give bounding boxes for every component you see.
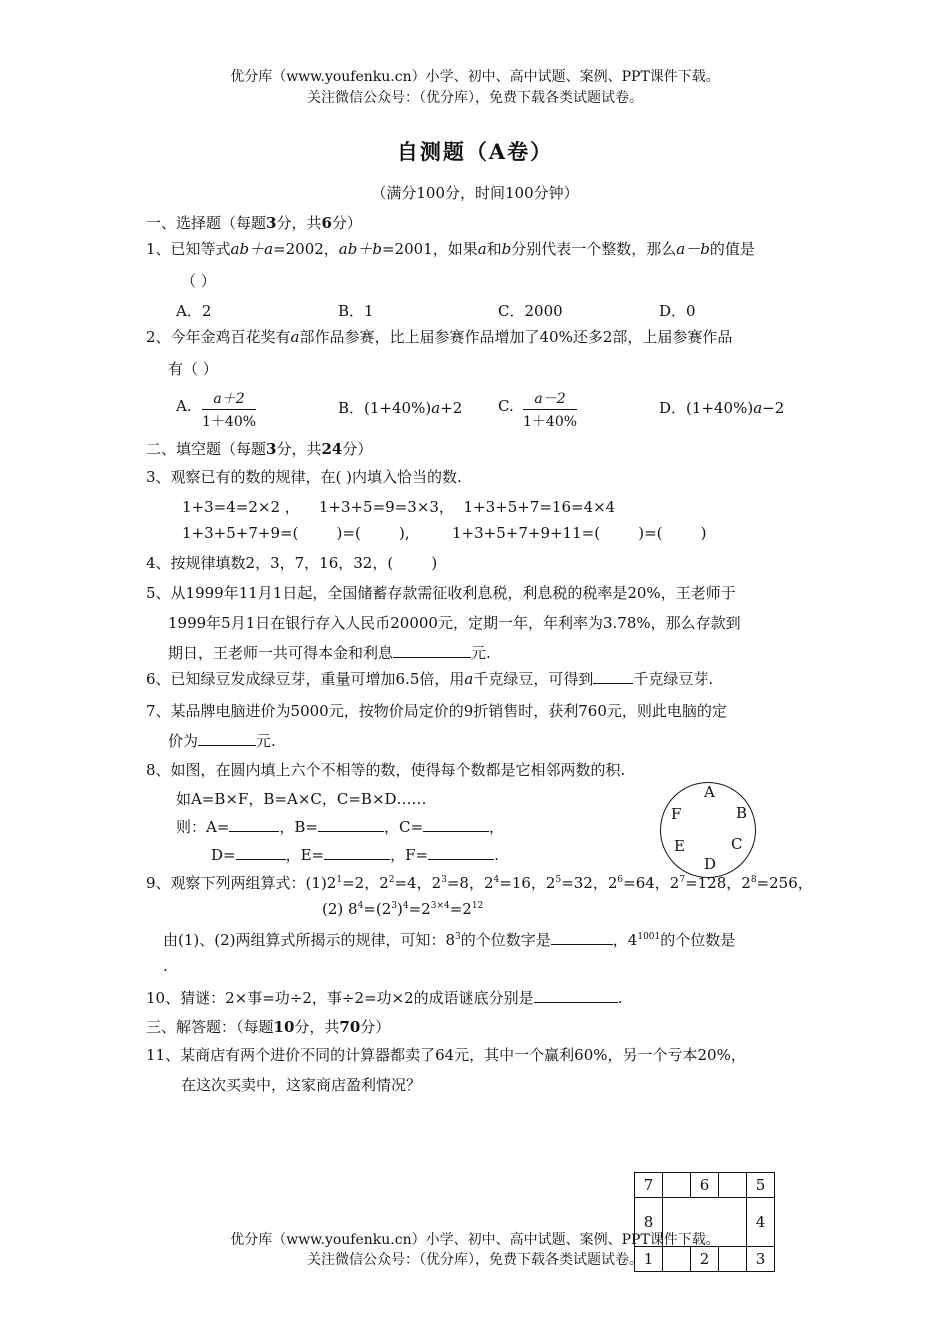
- circle-label-c: C: [731, 835, 743, 853]
- question-10: 10、猜谜：2×事=功÷2，事÷2=功×2的成语谜底分别是 .: [146, 989, 623, 1007]
- q8-answer-d[interactable]: [236, 845, 286, 860]
- circle-label-e: E: [674, 837, 685, 855]
- circle-label-f: F: [671, 805, 682, 823]
- q2-option-c-label: C.: [498, 397, 514, 415]
- q10-answer-blank[interactable]: [534, 988, 618, 1003]
- question-1-bracket: （ ）: [181, 272, 216, 290]
- question-1: 1、已知等式ab＋a=2002，ab＋b=2001，如果a和b分别代表一个整数，那么a－b的值是: [146, 240, 755, 258]
- section-2-heading: 二、填空题（每题3分，共24分）: [146, 440, 373, 458]
- circle-label-a: A: [704, 783, 715, 801]
- grid-cell: 1: [635, 1247, 663, 1272]
- grid-cell: 6: [691, 1173, 719, 1198]
- question-4: 4、按规律填数2，3，7，16，32，( ): [146, 554, 438, 572]
- q7-answer-blank[interactable]: [198, 731, 256, 746]
- q8-answer-b[interactable]: [318, 817, 384, 832]
- q6-answer-blank[interactable]: [593, 669, 633, 684]
- question-11-line-1: 11、某商店有两个进价不同的计算器都卖了64元，其中一个赢利60%，另一个亏本20%，: [146, 1046, 746, 1064]
- q1-option-b: B．1: [338, 302, 374, 320]
- header-line-1: 优分库（www.youfenku.cn）小学、初中、高中试题、案例、PPT课件下载。: [230, 69, 720, 85]
- question-9-line-3: 由(1)、(2)两组算式所揭示的规律，可知：$8^3$的个位数字是 ，$4^{1001}$的个位数是: [163, 931, 736, 949]
- grid-cell: 7: [635, 1173, 663, 1198]
- question-2: 2、今年金鸡百花奖有a部作品参赛，比上届参赛作品增加了40%还多2部，上届参赛作品: [146, 328, 733, 346]
- grid-cell: 4: [747, 1198, 775, 1247]
- page-title: 自测题（A卷）: [396, 139, 554, 164]
- question-5-line-3: 期日，王老师一共可得本金和利息 元.: [168, 644, 491, 662]
- question-3-row-2b: 1+3+5+7+9+11=( )=( ): [452, 524, 707, 542]
- question-3: 3、观察已有的数的规律，在( )内填入恰当的数.: [146, 468, 462, 486]
- q8-answer-c[interactable]: [423, 817, 489, 832]
- header-line-2: 关注微信公众号：（优分库），免费下载各类试题试卷。: [307, 90, 643, 106]
- q1-option-d: D．0: [659, 302, 696, 320]
- section-1-heading: 一、选择题（每题3分，共6分）: [146, 214, 362, 232]
- footer-line-2: 关注微信公众号：（优分库），免费下载各类试题试卷。: [307, 1252, 643, 1268]
- question-11-line-2: 在这次买卖中，这家商店盈利情况？: [181, 1076, 422, 1094]
- grid-cell: [719, 1173, 747, 1198]
- question-2-line-2: 有（ ）: [168, 360, 218, 378]
- footer-line-1: 优分库（www.youfenku.cn）小学、初中、高中试题、案例、PPT课件下载。: [230, 1232, 720, 1248]
- q5-answer-blank[interactable]: [393, 643, 471, 658]
- question-8-answers-1: 则：A= ，B= ，C= ，: [176, 818, 505, 836]
- q9-answer-1[interactable]: [551, 930, 613, 945]
- circle-label-d: D: [704, 855, 717, 873]
- grid-cell: 3: [747, 1247, 775, 1272]
- q2-option-a-fraction: $\frac{a+2}{1+40\%}$: [202, 388, 256, 431]
- q1-option-a: A．2: [176, 302, 212, 320]
- question-7-line-2: 价为 元.: [168, 732, 276, 750]
- question-7-line-1: 7、某品牌电脑进价为5000元，按物价局定价的9折销售时，获利760元，则此电脑的定: [146, 702, 727, 720]
- question-5-line-1: 5、从1999年11月1日起，全国储蓄存款需征收利息税，利息税的税率是20%，王老师于: [146, 584, 736, 602]
- q2-option-b: B．(1+40%)a+2: [338, 399, 463, 417]
- q2-option-a-label: A.: [176, 397, 192, 415]
- q8-answer-e[interactable]: [324, 845, 390, 860]
- question-8-answers-2: D= ，E= ，F= .: [211, 846, 499, 864]
- question-6: 6、已知绿豆发成绿豆芽，重量可增加6.5倍，用a千克绿豆，可得到 千克绿豆芽.: [146, 670, 714, 688]
- question-9-line-2: (2) $8^4=(2^3)^4=2^{3\times 4}=2^{12}$: [322, 900, 484, 918]
- q2-option-c-fraction: $\frac{a-2}{1+40\%}$: [523, 388, 577, 431]
- question-3-row-2a: 1+3+5+7+9=( )=( ),: [182, 524, 410, 542]
- section-3-heading: 三、解答题：（每题10分，共70分）: [146, 1018, 391, 1036]
- grid-cell: [663, 1173, 691, 1198]
- circle-label-b: B: [736, 804, 748, 822]
- grid-cell: 5: [747, 1173, 775, 1198]
- subtitle: （满分100分，时间100分钟）: [371, 184, 579, 202]
- grid-cell: 8: [635, 1198, 663, 1247]
- grid-cell: 2: [691, 1247, 719, 1272]
- question-5-line-2: 1999年5月1日在银行存入人民币20000元，定期一年，年利率为3.78%，那么存款到: [168, 614, 741, 632]
- question-8-example: 如A=B×F，B=A×C，C=B×D……: [176, 790, 427, 808]
- question-8: 8、如图，在圆内填上六个不相等的数，使得每个数都是它相邻两数的积.: [146, 761, 626, 779]
- question-9-line-1: 9、观察下列两组算式：$(1)2^1=2$，$2^2=4$，$2^3=8$，$2^4=16$，$2^5=32$，$2^6=64$，$2^7=128$，$2^8=256$，: [146, 874, 813, 892]
- q8-answer-a[interactable]: [229, 817, 279, 832]
- q2-option-d: D．(1+40%)a−2: [659, 399, 785, 417]
- question-9-line-4: .: [163, 957, 168, 975]
- q1-option-c: C．2000: [498, 302, 563, 320]
- question-3-row-1: 1+3=4=2×2 ， 1+3+5=9=3×3， 1+3+5+7=16=4×4: [182, 498, 616, 516]
- q8-answer-f[interactable]: [428, 845, 494, 860]
